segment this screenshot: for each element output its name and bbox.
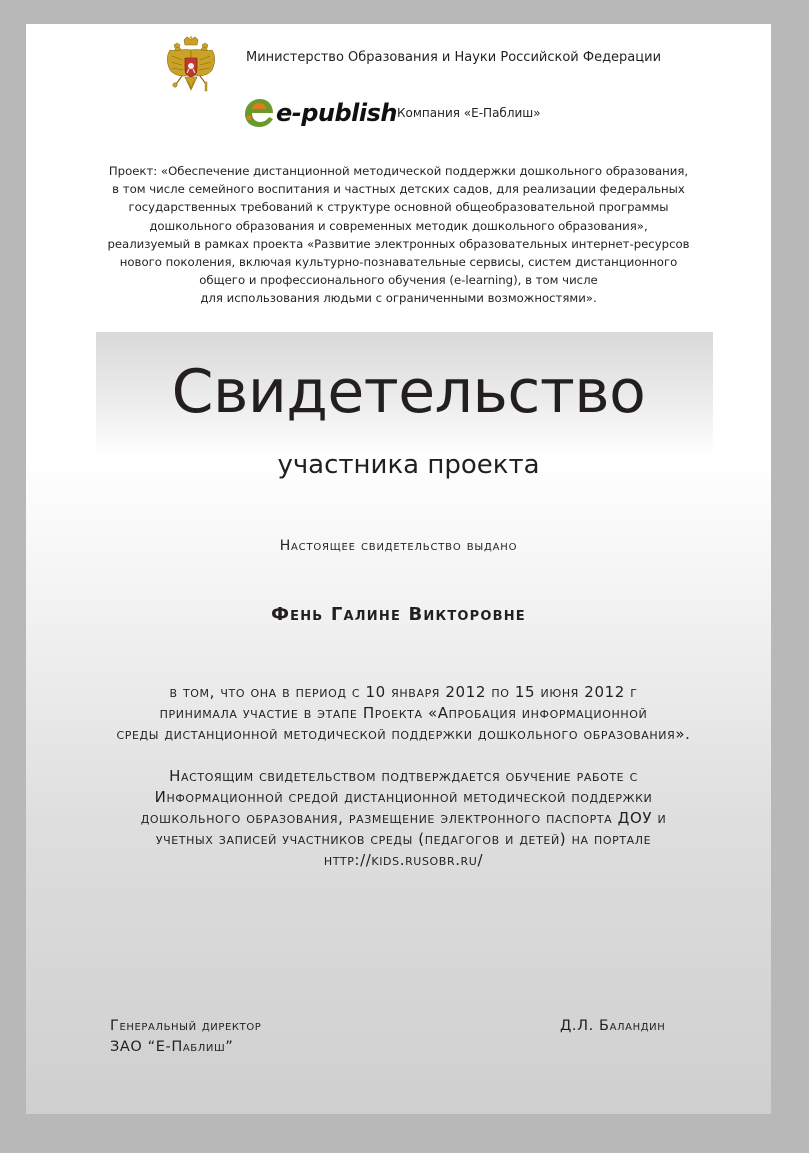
body-line: в том, что она в период с 10 января 2012 по 15 июня 2012 г: [169, 683, 638, 701]
company-name: Компания «Е-Паблиш»: [397, 106, 541, 120]
ministry-name: Министерство Образования и Науки Российской Федерации: [246, 50, 662, 65]
position-line: Генеральный директор: [110, 1018, 262, 1034]
project-line: государственных требований к структуре основной общеобразовательной программы: [128, 200, 669, 215]
project-description: [66, 162, 731, 308]
body-line: Настоящим свидетельством подтверждается обучение работе с: [169, 767, 638, 785]
certificate-subtitle: участника проекта: [277, 450, 540, 480]
issued-to-label: Настоящее свидетельство выдано: [279, 538, 518, 554]
body-line: среды дистанционной методической поддержки дошкольного образования».: [116, 725, 691, 743]
project-line: нового поколения, включая культурно-познавательные сервисы, систем дистанционного: [119, 255, 678, 270]
portal-url: http://kids.rusobr.ru/: [323, 851, 484, 869]
e-publish-logo: [242, 96, 398, 130]
project-line: общего и профессионального обучения (e-learning), в том числе: [199, 273, 598, 288]
participation-text: [26, 682, 781, 745]
project-line: Проект: «Обеспечение дистанционной методической поддержки дошкольного образования,: [108, 164, 689, 178]
project-line: для использования людьми с ограниченными возможностями».: [200, 291, 597, 306]
e-publish-logo-mark-icon: [242, 96, 276, 130]
recipient-name: Фень Галине Викторовне: [271, 604, 526, 625]
logo-text: e-publish: [276, 99, 398, 127]
body-line: учетных записей участников среды (педагогов и детей) на портале: [155, 830, 652, 848]
body-line: дошкольного образования, размещение электронного паспорта ДОУ и: [140, 809, 667, 827]
certificate-page: [26, 24, 771, 1114]
project-line: реализуемый в рамках проекта «Развитие электронных образовательных интернет-ресурсов: [107, 236, 690, 251]
project-line: в том числе семейного воспитания и частных детских садов, для реализации федеральных: [112, 182, 685, 197]
confirmation-text: [26, 766, 781, 871]
body-line: принимала участие в этапе Проекта «Апробация информационной: [159, 704, 648, 722]
company-line: ЗАО “Е-Паблиш”: [110, 1039, 234, 1055]
signatory-name: Д.Л. Баландин: [560, 1018, 666, 1034]
signatory-position: [110, 1016, 261, 1058]
body-line: Информационной средой дистанционной методической поддержки: [154, 788, 653, 806]
certificate-title: Свидетельство: [171, 357, 646, 427]
project-line: дошкольного образования и современных методик дошкольного образования»,: [149, 218, 648, 233]
coat-of-arms-icon: [164, 36, 218, 96]
